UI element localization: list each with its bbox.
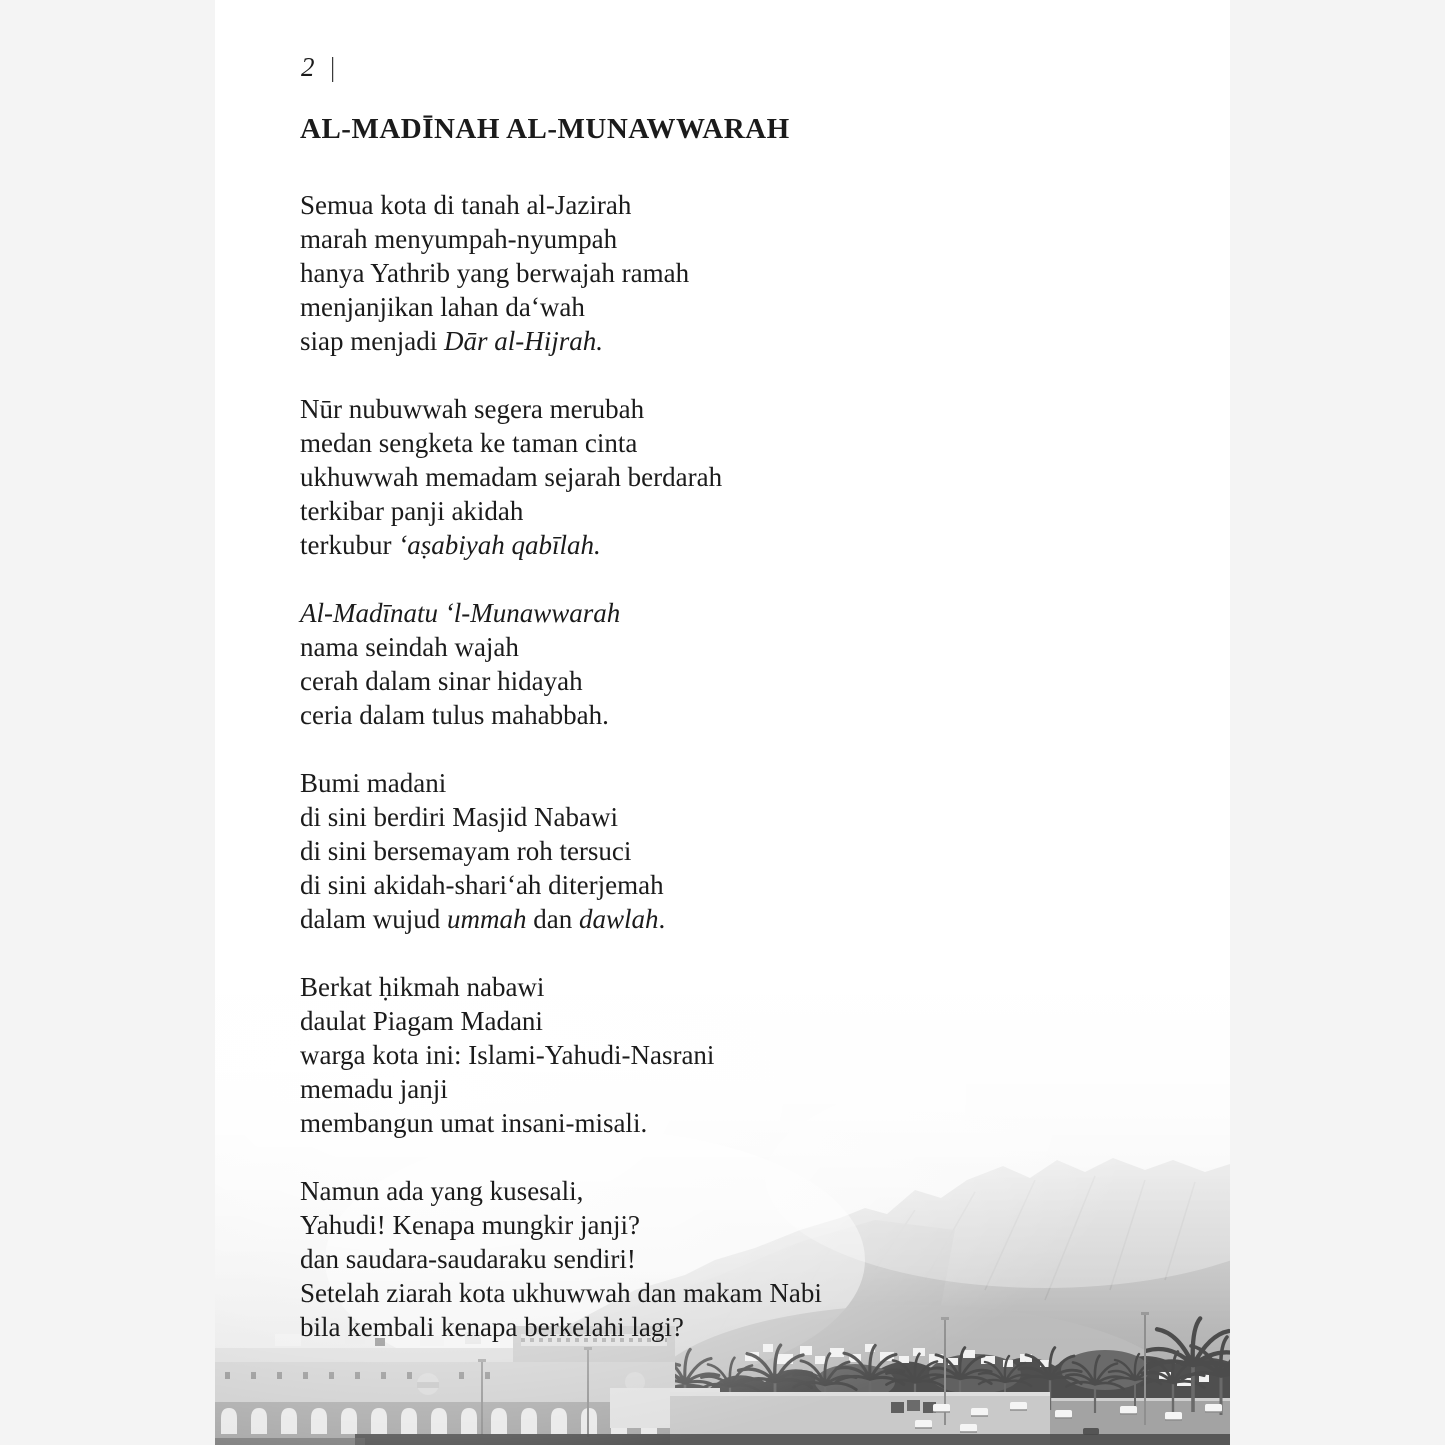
poem-body <box>300 188 1100 1378</box>
poem-line: ceria dalam tulus mahabbah. <box>300 700 609 730</box>
page-number-separator: | <box>330 52 335 82</box>
poem-line: di sini akidah-shari‘ah diterjemah <box>300 870 664 900</box>
poem-line: Nūr nubuwwah segera merubah <box>300 394 645 424</box>
poem-title: AL-MADĪNAH AL-MUNAWWARAH <box>300 113 790 145</box>
poem-line: daulat Piagam Madani <box>300 1006 543 1036</box>
page-header <box>301 52 335 82</box>
poem-line: warga kota ini: Islami-Yahudi-Nasrani <box>300 1040 715 1070</box>
poem-line: di sini berdiri Masjid Nabawi <box>300 802 618 832</box>
poem-line: terkibar panji akidah <box>300 496 524 526</box>
poem-line: hanya Yathrib yang berwajah ramah <box>300 258 690 288</box>
poem-line: marah menyumpah-nyumpah <box>300 224 618 254</box>
page-content <box>215 0 1230 1445</box>
poem-line: Yahudi! Kenapa mungkir janji? <box>300 1210 640 1240</box>
poem-line: Bumi madani <box>300 768 447 798</box>
poem-line: menjanjikan lahan da‘wah <box>300 292 585 322</box>
poem-stanza <box>300 188 1100 358</box>
poem-line: memadu janji <box>300 1074 448 1104</box>
poem-line: terkubur ‘aṣabiyah qabīlah. <box>300 530 601 560</box>
poem-line: siap menjadi Dār al-Hijrah. <box>300 326 603 356</box>
poem-line: cerah dalam sinar hidayah <box>300 666 583 696</box>
poem-stanza <box>300 970 1100 1140</box>
poem-line: dalam wujud ummah dan dawlah. <box>300 904 666 934</box>
poem-stanza <box>300 766 1100 936</box>
page-number: 2 <box>301 52 315 82</box>
poem-line: Berkat ḥikmah nabawi <box>300 972 545 1002</box>
poem-line: nama seindah wajah <box>300 632 519 662</box>
poem-line: Semua kota di tanah al-Jazirah <box>300 190 632 220</box>
poem-line: ukhuwwah memadam sejarah berdarah <box>300 462 723 492</box>
poem-stanza <box>300 596 1100 732</box>
poem-line: di sini bersemayam roh tersuci <box>300 836 632 866</box>
poem-line: membangun umat insani-misali. <box>300 1108 648 1138</box>
poem-line: Namun ada yang kusesali, <box>300 1176 584 1206</box>
poem-line: medan sengketa ke taman cinta <box>300 428 638 458</box>
book-page <box>215 0 1230 1445</box>
poem-stanza <box>300 392 1100 562</box>
poem-line: Setelah ziarah kota ukhuwwah dan makam Nabi <box>300 1278 822 1308</box>
poem-stanza <box>300 1174 1100 1344</box>
poem-line: bila kembali kenapa berkelahi lagi? <box>300 1312 684 1342</box>
poem-line: Al-Madīnatu ‘l-Munawwarah <box>300 598 621 628</box>
poem-line: dan saudara-saudaraku sendiri! <box>300 1244 636 1274</box>
